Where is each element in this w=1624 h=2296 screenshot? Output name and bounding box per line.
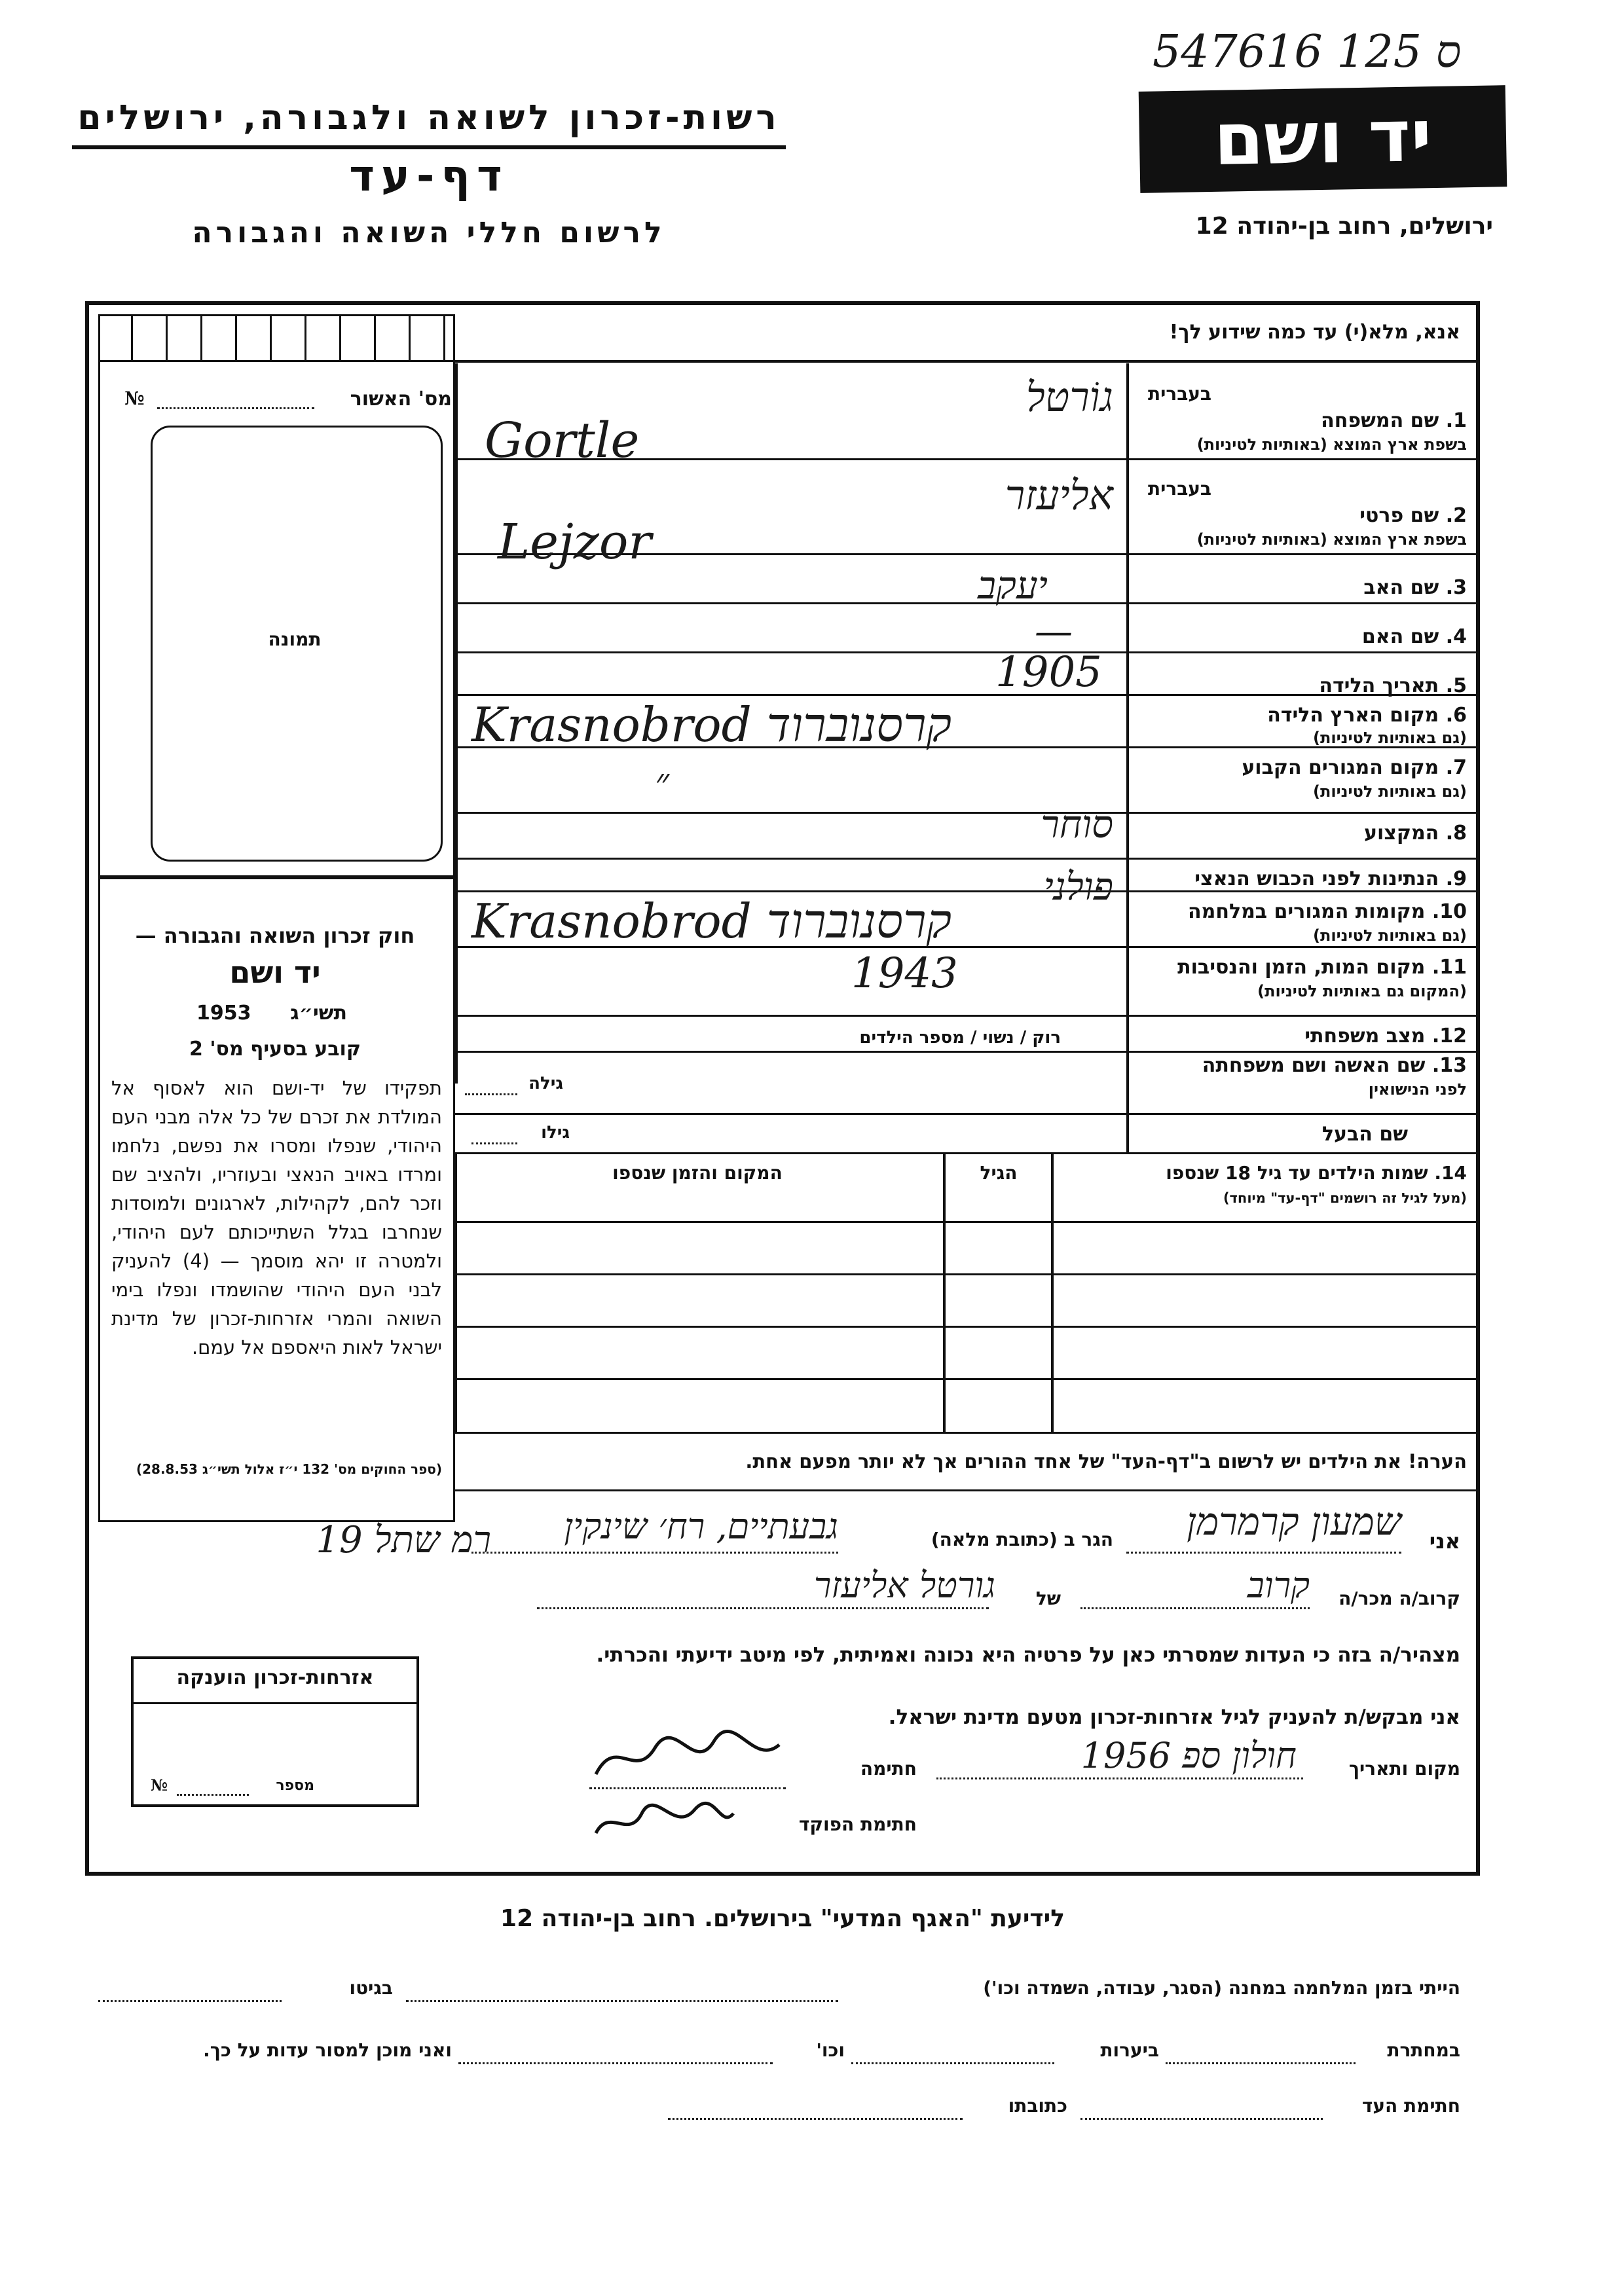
footer-line2-end: ואני מוכן למסור עדות על כך. [203, 2039, 452, 2061]
field-6-text: מקום הארץ הלידה [1267, 704, 1439, 727]
citizenship-number-suffix: № [151, 1776, 168, 1795]
footer-divider [85, 1872, 1480, 1876]
field-6-value[interactable]: Krasnobrod קרסנוברוד [471, 697, 951, 752]
footer-line2-b: ביערות [1100, 2039, 1159, 2061]
footer-line2-a: במחתרת [1387, 2039, 1460, 2061]
declarant-ani: אני [1429, 1529, 1460, 1554]
logo-text: יד ושם [1213, 94, 1433, 181]
of-label: של [1035, 1588, 1061, 1609]
husband-line [471, 1142, 517, 1144]
of-name-line [537, 1607, 989, 1609]
intro-text: אנא, מלא(י) עד כמה שידוע לך! [1169, 321, 1460, 344]
field-9-num: 9. [1445, 867, 1467, 890]
request-text: אני מבקש/ת להעניק לגיל אזרחות-זכרון מטעם מדינת ישראל. [888, 1705, 1460, 1729]
field-5-label [1133, 674, 1467, 697]
field-11-label [1133, 956, 1467, 979]
footer-line3-a: חתימת העד [1361, 2095, 1460, 2117]
field-4-text: שם האם [1361, 625, 1439, 648]
field-3-text: שם האב [1363, 576, 1439, 599]
place-date-line [936, 1777, 1303, 1779]
resides-label: הגר ב (כתובת מלאה) [931, 1529, 1113, 1550]
field-row-separator [1126, 553, 1480, 555]
field-4-num: 4. [1445, 625, 1467, 648]
field-12-text: מצב משפחתי [1304, 1025, 1426, 1048]
field-2-sub: בשפת ארץ המוצא (באותיות לטיניות) [1196, 530, 1467, 549]
value-row-separator [455, 858, 1126, 860]
value-row-separator [455, 1015, 1126, 1017]
value-row-separator [455, 1113, 1126, 1115]
field-8-value[interactable]: סוחר [1041, 802, 1113, 847]
of-name[interactable]: גורטל אליעזר [813, 1565, 995, 1606]
yad-vashem-logo [1139, 85, 1507, 193]
file-number: 547616 125 ס [1153, 26, 1462, 78]
field-row-separator [1126, 858, 1480, 860]
address: ירושלים, רחוב בן-יהודה 12 [1195, 213, 1493, 240]
official-signature[interactable] [589, 1794, 740, 1846]
footer-line2-b-blank[interactable] [851, 2062, 1054, 2064]
children-note: הערה! את הילדים יש לרשום ב"דף-העד" של אחד ההורים אך לא יותר מפעם אחת. [745, 1450, 1467, 1472]
field-7-sub: (גם באותיות לטיניות) [1313, 782, 1467, 801]
field-row-separator [1126, 651, 1480, 653]
declarant-address[interactable]: גבעתיים, רח׳ שינקין [564, 1506, 838, 1547]
field-1-text: שם המשפחה [1321, 409, 1439, 432]
org-underline [72, 145, 786, 149]
citizenship-number-line[interactable] [177, 1794, 249, 1796]
approval-number-line[interactable] [157, 407, 314, 409]
note-divider [455, 1489, 1480, 1491]
children-col-divider-2 [943, 1152, 946, 1434]
field-8-label [1133, 822, 1467, 845]
field-5-value[interactable]: 1905 [995, 648, 1102, 697]
margin-note: רמ שתל 19 [316, 1519, 491, 1561]
field-5-text: תאריך הלידה [1319, 674, 1439, 697]
field-8-text: המקצוע [1363, 822, 1439, 845]
footer-line1-blank[interactable] [406, 2000, 838, 2002]
declarant-relation[interactable]: קרוב [1247, 1565, 1310, 1606]
field-13-sub: לפני הנישואין [1368, 1080, 1467, 1099]
field-3-value[interactable]: יעקב [977, 563, 1048, 608]
citizenship-title-line [131, 1702, 419, 1704]
field-row-separator [1126, 946, 1480, 948]
field-2-value-he[interactable]: אליעזר [1005, 471, 1113, 519]
law-year-he: תשי״ג [290, 1002, 347, 1025]
footer-line1: הייתי בזמן המלחמה במחנה (הסגר, עבודה, השמדה וכו') [983, 1977, 1460, 1999]
place-date-value[interactable]: חולון ספ 1956 [1080, 1735, 1297, 1776]
field-11-num: 11. [1431, 956, 1467, 979]
children-row-line-2 [455, 1326, 1480, 1328]
field-3-num: 3. [1445, 576, 1467, 599]
approval-label: מס' האשור [350, 388, 452, 410]
value-row-separator [455, 1051, 1126, 1053]
field-10-sub: (גם באותיות לטיניות) [1313, 926, 1467, 945]
field-1-sub: בשפת ארץ המוצא (באותיות לטיניות) [1196, 435, 1467, 454]
field-5-num: 5. [1445, 674, 1467, 697]
field-12-num: 12. [1431, 1025, 1467, 1048]
place-date-label: מקום ותאריך [1348, 1758, 1460, 1779]
field-11-value[interactable]: 1943 [851, 949, 958, 998]
declarant-name[interactable]: שמעון קרמרמן [1187, 1499, 1401, 1544]
children-label: 14. שמות הילדים עד גיל 18 שנספו [1166, 1162, 1467, 1184]
law-name: יד ושם [229, 955, 321, 990]
children-row-line-1 [455, 1273, 1480, 1275]
field-1-value-latin[interactable]: Gortle [485, 412, 640, 469]
field-13-num: 13. [1431, 1054, 1467, 1077]
field-row-separator [1126, 1051, 1480, 1053]
field-4-value[interactable]: — [1035, 609, 1073, 653]
field-row-separator [1126, 602, 1480, 604]
field-2-text: שם פרטי [1359, 504, 1439, 527]
field-6-num: 6. [1445, 704, 1467, 727]
field-9-value[interactable]: פולני [1043, 864, 1113, 909]
field-row-separator [1126, 890, 1480, 892]
form-title: דף-עד [349, 151, 509, 201]
field-row-separator [1126, 458, 1480, 460]
law-title: חוק זכרון השואה והגבורה — [135, 923, 415, 948]
photo-label: תמונה [268, 629, 322, 650]
footer-line2-c-blank[interactable] [458, 2062, 773, 2064]
field-2-num: 2. [1445, 504, 1467, 527]
footer-line3-b: כתובתו [1008, 2095, 1067, 2117]
children-col-age: הגיל [980, 1162, 1018, 1184]
law-text: תפקידו של יד-ושם הוא לאסוף אל המולדת את זכרם של כל אלה מבני העם היהודי, שנפלו ומסרו את נפשם, נלחמו ומרדו באויב הנאצי ובעוזריו, ולהציב שם וזכר להם, לקהילות, לארגונים ולמוסדות שנחרבו בגלל השתייכותם לעם היהודי, ולמטרה זו יהא מוסמך — (4) להעניק לבני העם היהודי שהושמדו ונפלו בימי השואה והמרי אזרחות-זכרון של מדינת ישראל לאות היאספם אל עמם. [111, 1077, 442, 1358]
value-left-border [455, 363, 458, 1084]
citizenship-number-label: מספר [276, 1777, 314, 1794]
field-1-value-he[interactable]: גוֹרטל [1025, 373, 1113, 421]
law-year: 1953 [196, 1002, 251, 1025]
law-source: (ספר החוקים מס' 132 י״ז אלול תשי״ג 28.8.53) [136, 1461, 442, 1477]
field-6-sub: (גם באותיות לטיניות) [1313, 729, 1467, 747]
field-10-label [1133, 900, 1467, 923]
field-7-label [1133, 756, 1467, 779]
relative-label: קרוב/ה מכר/ה [1338, 1588, 1460, 1609]
footer-line1-start-blank[interactable] [98, 2000, 282, 2002]
field-4-label [1133, 625, 1467, 648]
org-line: רשות-זכרון לשואה ולגבורה, ירושלים [77, 98, 781, 137]
field-7-num: 7. [1445, 756, 1467, 779]
field-12-label [1133, 1025, 1467, 1048]
husband-value[interactable]: גילו [541, 1123, 570, 1142]
intro-divider [455, 360, 1480, 363]
footer-line1-end: בגיטו [349, 1977, 393, 1999]
children-row-line-3 [455, 1378, 1480, 1380]
signature-label: חתימה [860, 1758, 917, 1779]
form-subtitle: לרשום חללי השואה והגבורה [192, 216, 666, 249]
law-clause: קובע בסעיף מס' 2 [189, 1038, 361, 1061]
field-6-label [1133, 704, 1467, 727]
field-row-separator [1126, 1113, 1480, 1115]
footer-title: לידיעת "האגף המדעי" בירושלים. רחוב בן-יהודה 12 [500, 1905, 1065, 1932]
field-10-value[interactable]: Krasnobrod קרסנוברוד [471, 894, 951, 949]
field-row-separator [1126, 1015, 1480, 1017]
field-row-separator [1126, 812, 1480, 814]
citizenship-title: אזרחות-זכרון הוענקה [176, 1666, 374, 1689]
field-11-sub: (המקום גם באותיות לטיניות) [1257, 982, 1467, 1000]
approval-number-suffix: № [124, 388, 145, 409]
children-sub: (מעל לגיל זה רושמים "דף-עד" מיוחד) [1223, 1190, 1467, 1206]
field-13-line [465, 1093, 517, 1095]
field-11-text: מקום המות, הזמן והנסיבות [1177, 956, 1426, 979]
field-1-num: 1. [1445, 409, 1467, 432]
field-13-text: שם האשה ושם משפחתה [1202, 1054, 1426, 1077]
declarant-name-line [1126, 1552, 1401, 1554]
field-1-tag: בעברית [1147, 383, 1211, 405]
field-8-num: 8. [1445, 822, 1467, 845]
declaration-text: מצהיר/ה בזה כי העדות שמסרתי כאן על פרטיה היא נכונה ואמיתית, לפי מיטב ידיעתי והכרתי. [596, 1643, 1460, 1667]
label-divider [1126, 363, 1129, 1152]
signature-value[interactable] [589, 1728, 786, 1789]
field-2-label [1133, 504, 1467, 527]
field-13-value[interactable]: גילה [528, 1074, 563, 1093]
field-9-label [1133, 867, 1467, 890]
declarant-address-line [471, 1552, 838, 1554]
footer-line3-b-blank[interactable] [668, 2118, 963, 2120]
footer-line2-a-blank[interactable] [1166, 2062, 1356, 2064]
official-signature-scribble [589, 1794, 740, 1846]
field-10-text: מקומות המגורים במלחמה [1188, 900, 1426, 923]
children-header-line [455, 1221, 1480, 1223]
official-label: חתימת הפוקד [798, 1813, 917, 1835]
children-col-divider-1 [1051, 1152, 1054, 1434]
field-10-num: 10. [1431, 900, 1467, 923]
field-2-value-latin[interactable]: Lejzor [498, 514, 652, 570]
field-7-value[interactable]: ״ [655, 759, 670, 804]
field-9-text: הנתינות לפני הכבוש הנאצי [1194, 867, 1439, 890]
field-12-value[interactable]: רוק / נשוי / מספר הילדים [859, 1028, 1061, 1048]
signature-scribble [589, 1728, 786, 1787]
footer-line3-a-blank[interactable] [1080, 2118, 1323, 2120]
field-3-label [1133, 576, 1467, 599]
field-2-tag: בעברית [1147, 478, 1211, 500]
field-husband-label: שם הבעל [1321, 1123, 1408, 1146]
top-ticks [98, 314, 455, 362]
children-col-place: המקום והזמן שנספו [612, 1162, 783, 1184]
footer-line2-c: וכו' [816, 2039, 845, 2061]
relation-line [1080, 1607, 1310, 1609]
field-13-label [1133, 1054, 1467, 1077]
field-1-label [1133, 409, 1467, 432]
field-7-text: מקום המגורים הקבוע [1242, 756, 1439, 779]
